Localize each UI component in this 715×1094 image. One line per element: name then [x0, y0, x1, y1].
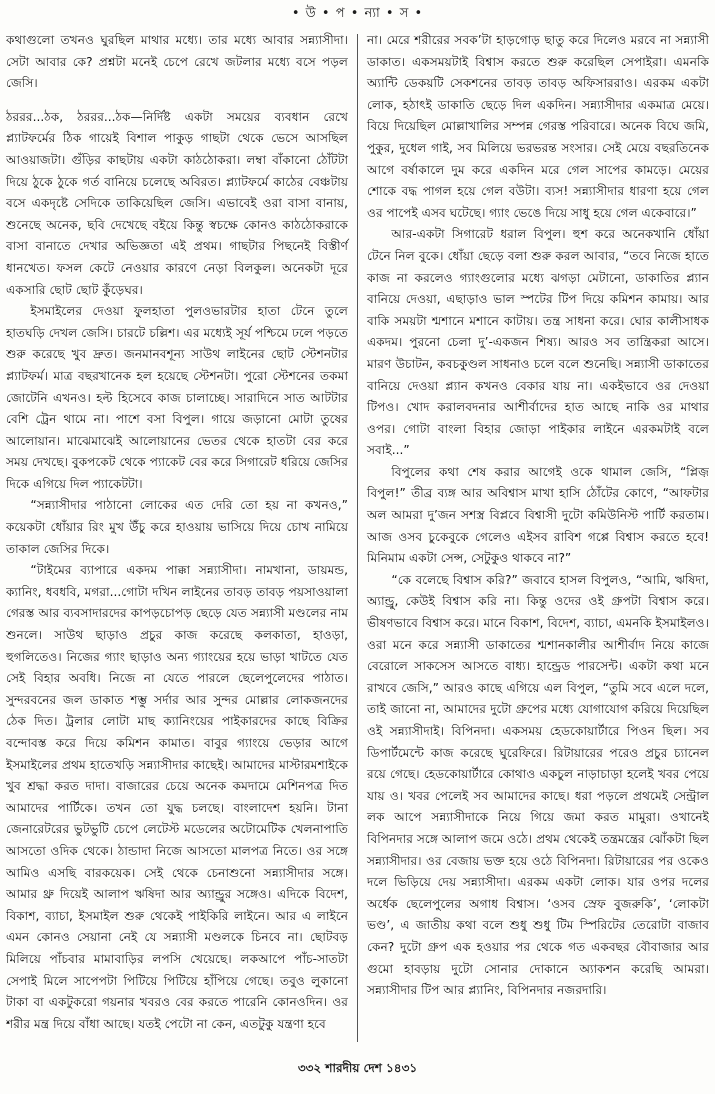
- two-column-text: [6, 30, 709, 1050]
- paragraph: “সন্ন্যাসীদার পাঠানো লোকের এত দেরি তো হয় না কখনও,” কয়েকটা ধোঁয়ার রিং মুখ উঁচু করে হাওয়ায় ভাসিয়ে দিয়ে চোখ নামিয়ে তাকাল জেসির দিকে।: [6, 498, 348, 556]
- paragraph: ঠররর...ঠক, ঠররর...ঠক—নির্দিষ্ট একটা সময়ের ব্যবধান রেখে প্ল্যাটফর্মের ঠিক গায়েই বিশাল পাকুড় গাছটা থেকে ভেসে আসছিল আওয়াজটা। গুঁড়ির কাছটায় একটা কাঠঠোকরা। লম্বা বাঁকানো ঠোঁটটা দিয়ে ঠুকে ঠুকে গর্ত বানিয়ে চলেছে অবিরত। প্ল্যাটফর্মে কাঠের বেঞ্চটায় বসে একদৃষ্টে সেদিকে তাকিয়েছিল জেসি। এভাবেই ওরা বাসা বানায়, শুনেছে অনেক, ছবি দেখেছে বইয়ে কিন্তু স্বচক্ষে কোনও কাঠঠোকরাকে বাসা বানাতে দেখার অভিজ্ঞতা এই প্রথম। গাছটার পিছনেই বিস্তীর্ণ ধানখেত। ফসল কেটে নেওয়ার কারণে নেড়া বিলকুল। অনেকটা দূরে একসারি ছোট ছোট কুঁড়েঘর।: [6, 109, 348, 297]
- paragraph: না। মেরে শরীরের সবক’টা হাড়গোড় ছাতু করে দিলেও মরবে না সন্ন্যাসী ডাকাত। একসময়টাই বিশ্বাস করতে শুরু করেছিল সেপাইরা। এমনকি অ্যান্টি ডেকয়টি সেকশনের তাবড় তাবড় অফিসাররাও। এরকম একটা লোক, হঠাৎই ডাকাতি ছেড়ে দিল একদিন। সন্ন্যাসীদার একমাত্র মেয়ে। বিয়ে দিয়েছিল মোল্লাখালির সম্পন্ন গেরস্ত পরিবারে। অনেক বিঘে জমি, পুকুর, দুধেল গাই, সব মিলিয়ে ভরভরন্ত সংসার। সেই মেয়ে বছরতিনেক আগে বর্ষাকালে দুম করে একদিন মরে গেল সাপের কামড়ে। মেয়ের শোকে বদ্ধ পাগল হয়ে গেল বউটা। ব্যস! সন্ন্যাসীদার ধারণা হয়ে গেল ওর পাপেই এসব ঘটেছে। গ্যাং ভেঙে দিয়ে সাধু হয়ে গেল একেবারে।”: [367, 33, 709, 220]
- paragraph: বিপুলের কথা শেষ করার আগেই ওকে থামাল জেসি, “প্লিজ় বিপুল!” তীব্র ব্যঙ্গ আর অবিশ্বাস মাখা হাসি ঠোঁটের কোণে, “আফটার অল আমরা দু’জন সশস্ত্র বিপ্লবে বিশ্বাসী দুটো কমিউনিস্ট পার্টি করতাম। আজ ওসব চুকেবুকে গেলেও এইসব রাবিশ গপ্পে বিশ্বাস করতে হবে! মিনিমাম একটা সেন্স, সেটুকুও থাকবে না?”: [367, 464, 709, 566]
- paragraph: কথাগুলো তখনও ঘুরছিল মাথার মধ্যে। তার মধ্যে আবার সন্ন্যাসীদা। সেটা আবার কে? প্রশ্নটা মনেই চেপে রেখে জটলার মধ্যে বসে পড়ল জেসি।: [6, 33, 348, 91]
- page-footer: ৩৩২ শারদীয় দেশ ১৪৩১: [297, 1061, 418, 1075]
- left-column: [6, 30, 357, 1050]
- section-header: • উ • প • ন্যা • স •: [291, 6, 424, 21]
- right-column: [358, 30, 709, 1050]
- paragraph: ইসমাইলের দেওয়া ফুলহাতা পুলওভারটার হাতা টেনে তুলে হাতঘড়ি দেখল জেসি। চারটে চল্লিশ। এর মধ্যেই সূর্য পশ্চিমে ঢলে পড়তে শুরু করেছে খুব দ্রুত। জনমানবশূন্য সাউথ লাইনের ছোট স্টেশনটার প্ল্যাটফর্ম। মাত্র বছরখানেক হল হয়েছে স্টেশনটা। পুরো স্টেশনের তকমা জোটেনি এখনও। হল্ট হিসেবে কাজ চালাচ্ছে। সারাদিনে সাত আটটার বেশি ট্রেন থামে না। পাশে বসা বিপুল। গায়ে জড়ানো মোটা তুষের আলোয়ান। মাঝেমাঝেই আলোয়ানের ভেতর থেকে হাতটা বের করে সময় দেখছে। বুকপকেট থেকে প্যাকেট বের করে সিগারেট ধরিয়ে জেসির দিকে এগিয়ে দিল প্যাকেটটা।: [6, 304, 348, 491]
- paragraph: “কে বলেছে বিশ্বাস করি?” জবাবে হাসল বিপুলও, “আমি, ঋষিদা, অ্যান্ড্রু, কেউই বিশ্বাস করি না। কিন্তু ওদের ওই গ্রুপটা বিশ্বাস করে। ভীষণভাবে বিশ্বাস করে। মানে বিকাশ, বিদেশ, ব্যাচা, এমনকি ইসমাইলও। ওরা মনে করে সন্ন্যাসী ডাকাতের শ্মশানকালীর আশীর্বাদ নিয়ে কাজে বেরোলে সাকসেস আসতে বাধ্য। হান্ড্রেড পারসেন্ট। একটা কথা মনে রাখবে জেসি,” আরও কাছে এগিয়ে এল বিপুল, “তুমি সবে এলে দলে, তাই জানো না, আমাদের দুটো গ্রুপের মধ্যে যোগাযোগ করিয়ে দিয়েছিল ওই সন্ন্যাসীদাই। বিপিনদা। একসময় হেডকোয়ার্টারে পিওন ছিল। সব ডিপার্টমেন্টে কাজ করেছে ঘুরেফিরে। রিটায়ারের পরেও প্রচুর চ্যানেল রয়ে গেছে। হেডকোয়ার্টারে কোথাও একচুল নাড়াচাড়া হলেই খবর পেয়ে যায় ও। খবর পেলেই সব আমাদের কাছে। ধরা পড়লে প্রথমেই সেন্ট্রাল লক আপে সন্ন্যাসীদাকে নিয়ে গিয়ে জমা করত মামুরা। ওখানেই বিপিনদার সঙ্গে আলাপ জমে ওঠে। প্রথম থেকেই তন্ত্রমন্ত্রের ঝোঁকটা ছিল সন্ন্যাসীদার। ওর বেজায় ভক্ত হয়ে ওঠে বিপিনদা। রিটায়ারের পর ওকেও দলে ভিড়িয়ে দেয় সন্ন্যাসীদা। এরকম একটা লোক। যার ওপর দলের অর্ধেক ছেলেপুলের অগাধ বিশ্বাস। ‘ওসব স্রেফ বুজরুকি’, ‘লোকটা ভণ্ড’, এ জাতীয় কথা বলে শুধু শুধু টিম স্পিরিটের তেরোটা বাজাব কেন? দুটো গ্রুপ এক হওয়ার পর থেকে গত একবছর বৌবাজার আর গুমো হাবড়ায় দুটো সোনার দোকানে অ্যাকশন করেছি আমরা। সন্ন্যাসীদার টিপ আর প্ল্যানিং, বিপিনদার নজরদারি।: [367, 572, 709, 998]
- paragraph: “টাইমের ব্যাপারে একদম পাক্কা সন্ন্যাসীদা। নামখানা, ডায়মন্ড, ক্যানিং, ধবধবি, মগরা...গোটা দখিন লাইনের তাবড় তাবড় পয়সাওয়ালা গেরস্ত আর ব্যবসাদারদের কাপড়চোপড় ছেড়ে যেত সন্ন্যাসী মণ্ডলের নাম শুনলে। সাউথ ছাড়াও প্রচুর কাজ করেছে কলকাতা, হাওড়া, হুগলিতেও। নিজের গ্যাং ছাড়াও অন্য গ্যাংয়ের হয়ে ভাড়া খাটতে যেত সেই বিহার অবধি। নিজে না যেতে পারলে ছেলেপুলেদের পাঠাত। সুন্দরবনের জল ডাকাত শম্ভু সর্দার আর সুন্দর মোল্লার লোকজনদের ঠেক দিত। ট্রলার লোটা মাছ ক্যানিংয়ের পাইকারদের কাছে বিক্রির বন্দোবস্ত করে দিয়ে কমিশন কামাত। বাবুর গ্যাংয়ে ভেড়ার আগে ইসমাইলের প্রথম হাতেখড়ি সন্ন্যাসীদার কাছেই। আমাদের মাস্টারমশাইকে খুব শ্রদ্ধা করত দাদা। বাজারের চেয়ে অনেক কমদামে মেশিনপত্র দিত আমাদের পার্টিকে। তখন তো যুদ্ধ চলছে। বাংলাদেশ হয়নি। টানা জেনারেটরের ভুটভুটি চেপে লেটেস্ট মডেলের অটোমেটিক খেলনাপাতি আসতো ওদিক থেকে। ঠান্ডাদা নিজে আসতো মালপত্র নিতে। ওর সঙ্গে আমিও এসছি বারকয়েক। সেই থেকে চেনাশুনো সন্ন্যাসীদার সঙ্গে। আমার থ্রু দিয়েই আলাপ ঋষিদা আর অ্যান্ড্রুর সঙ্গেও। এদিকে বিদেশ, বিকাশ, ব্যাচা, ইসমাইল শুরু থেকেই পাইকিরি লাইনে। আর এ লাইনে এমন কোনও সেয়ানা নেই যে সন্ন্যাসী মণ্ডলকে চিনবে না। ছোটবড় মিলিয়ে পাঁচবার মামাবাড়ির লপসি খেয়েছে। লকআপে পাঁচ-সাতটা সেপাই মিলে সাপেপটা পিটিয়ে পিটিয়ে হাঁপিয়ে গেছে। তবুও লুকানো টাকা বা একটুকরো গয়নার খবরও বের করতে পারেনি কোনওদিন। ওর শরীর মন্ত্র দিয়ে বাঁধা আছে। যতই পেটো না কেন, এতটুকু যন্ত্রণা হবে: [6, 563, 348, 1031]
- paragraph: আর-একটা সিগারেট ধরাল বিপুল। হুশ করে অনেকখানি ধোঁয়া টেনে নিল বুকে। ধোঁয়া ছেড়ে বলা শুরু করল আবার, “তবে নিজে হাতে কাজ না করলেও গ্যাংগুলোর মধ্যে ঝগড়া মেটানো, ডাকাতির প্ল্যান বানিয়ে দেওয়া, এছাড়াও ভাল স্পটের টিপ দিয়ে কমিশন কামায়। আর বাকি সময়টা শ্মশানে মশানে কাটায়। তন্ত্র সাধনা করে। ঘোর কালীসাধক একদম। পুরনো চেলা দু’-একজন শিষ্য। আরও সব তান্ত্রিকরা আসে। মারণ উচাটন, কবচকুণ্ডল সাধনাও চলে বলে শুনেছি। সন্ন্যাসী ডাকাতের বানিয়ে দেওয়া প্ল্যান কখনও বেকার যায় না। একইভাবে ওর দেওয়া টিপও। খোদ করালবদনার আশীর্বাদের হাত আছে নাকি ওর মাথার ওপর। গোটা বাংলা বিহার জোড়া পাইকার লাইনে এরকমটাই বলে সবাই...”: [367, 227, 709, 458]
- paragraph-gap: [6, 95, 348, 107]
